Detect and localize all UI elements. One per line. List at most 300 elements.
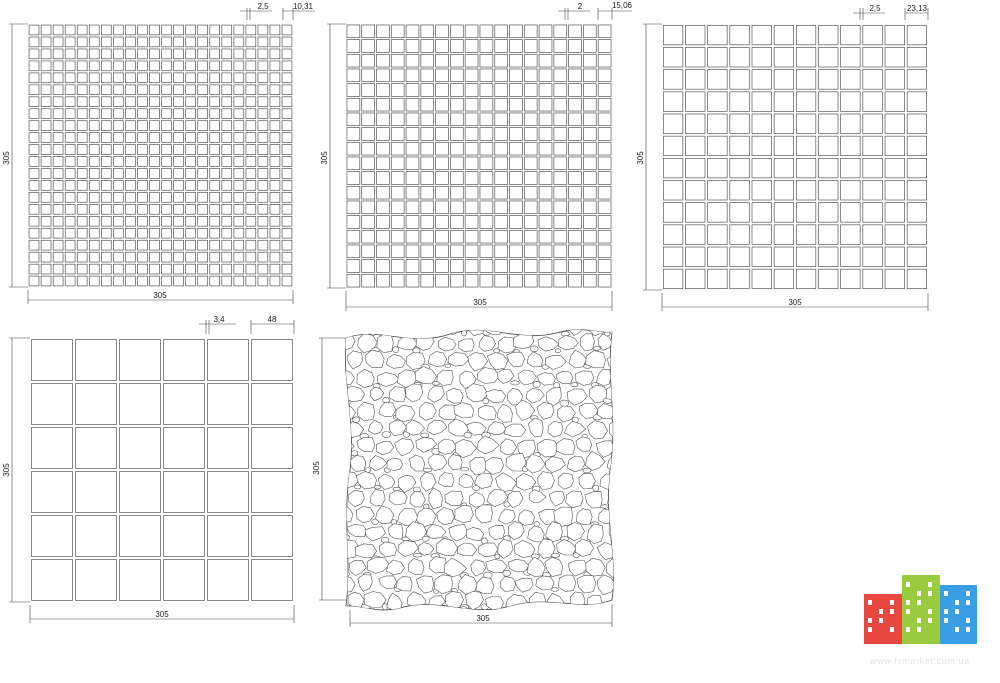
mosaic-tile — [450, 230, 463, 243]
mosaic-tile — [730, 269, 750, 289]
pebble-stone — [528, 526, 545, 542]
mosaic-tile — [583, 245, 596, 258]
mosaic-tile — [222, 169, 232, 179]
mosaic-tile — [774, 136, 794, 156]
mosaic-tile — [270, 61, 280, 71]
mosaic-tile — [89, 204, 99, 214]
mosaic-tile — [258, 109, 268, 119]
mosaic-tile — [210, 133, 220, 143]
mosaic-tile — [436, 201, 449, 214]
mosaic-tile — [234, 204, 244, 214]
mosaic-tile — [377, 274, 390, 287]
pebble-chip — [625, 433, 630, 438]
mosaic-tile — [125, 121, 135, 131]
width-dimension-4 — [30, 605, 294, 623]
pebble-stone — [575, 539, 593, 557]
pebble-stone — [549, 491, 565, 506]
mosaic-tile — [41, 157, 51, 167]
mosaic-tile — [907, 181, 927, 201]
mosaic-tile — [465, 84, 478, 97]
mosaic-tile — [539, 84, 552, 97]
mosaic-tile — [65, 157, 75, 167]
mosaic-tile — [796, 70, 816, 90]
mosaic-tile — [65, 121, 75, 131]
mosaic-tile — [234, 157, 244, 167]
mosaic-tile — [174, 180, 184, 190]
mosaic-tile — [347, 157, 360, 170]
mosaic-tile — [186, 276, 196, 286]
mosaic-tile — [663, 181, 683, 201]
pebble-stone — [576, 509, 592, 525]
pebble-stone — [487, 353, 508, 370]
mosaic-tile — [752, 225, 772, 245]
pebble-stone — [569, 318, 584, 336]
mosaic-tile — [796, 114, 816, 134]
mosaic-tile — [101, 61, 111, 71]
pebble-stone — [476, 505, 493, 523]
mosaic-tile — [41, 169, 51, 179]
mosaic-tile — [53, 252, 63, 262]
pebble-chip — [374, 485, 380, 489]
mosaic-tile — [598, 54, 611, 67]
mosaic-tile — [730, 158, 750, 178]
mosaic-tile — [76, 384, 117, 425]
mosaic-tile — [208, 516, 249, 557]
pebble-stone — [445, 491, 463, 506]
mosaic-tile — [29, 252, 39, 262]
mosaic-tile — [841, 158, 861, 178]
mosaic-tile — [436, 128, 449, 141]
mosaic-tile — [465, 186, 478, 199]
mosaic-tile — [450, 201, 463, 214]
mosaic-tile — [347, 142, 360, 155]
mosaic-panel-3 — [636, 4, 928, 311]
mosaic-tile — [569, 40, 582, 53]
mosaic-tile — [137, 169, 147, 179]
mosaic-panel-4 — [2, 315, 294, 623]
pebble-stone — [506, 595, 528, 611]
pebble-stone — [387, 593, 402, 611]
mosaic-tile — [569, 84, 582, 97]
pebble-stone — [436, 538, 457, 555]
mosaic-tile — [554, 245, 567, 258]
mosaic-tile — [480, 245, 493, 258]
mosaic-tile — [686, 136, 706, 156]
mosaic-tile — [663, 225, 683, 245]
mosaic-tile — [258, 264, 268, 274]
mosaic-tile — [125, 180, 135, 190]
mosaic-tile — [113, 157, 123, 167]
tile-size-dimension-3 — [905, 4, 928, 20]
pebble-stone — [557, 438, 576, 454]
watermark-text: www.fxmarket.com.ua — [870, 656, 970, 666]
height-label-4: 305 — [2, 463, 11, 477]
mosaic-tile — [210, 97, 220, 107]
mosaic-tile — [29, 204, 39, 214]
pebble-stone — [358, 402, 375, 421]
mosaic-tile — [436, 98, 449, 111]
pebble-stone — [609, 525, 629, 540]
pebble-stone — [476, 577, 494, 594]
pebble-chip — [533, 624, 538, 629]
mosaic-tile — [598, 186, 611, 199]
mosaic-tile — [174, 169, 184, 179]
mosaic-tile — [907, 48, 927, 68]
mosaic-tile — [162, 264, 172, 274]
mosaic-tile — [53, 109, 63, 119]
mosaic-tile — [583, 69, 596, 82]
mosaic-tile — [222, 157, 232, 167]
mosaic-tile — [246, 133, 256, 143]
mosaic-tile — [65, 180, 75, 190]
pebble-chip — [413, 553, 421, 557]
mosaic-tile — [137, 145, 147, 155]
height-label-3: 305 — [636, 151, 645, 165]
mosaic-tile — [539, 216, 552, 229]
pebble-stone — [337, 610, 354, 624]
logo-window — [868, 627, 872, 632]
mosaic-tile — [113, 61, 123, 71]
pebble-chip — [441, 329, 448, 335]
mosaic-tile — [137, 264, 147, 274]
mosaic-tile — [101, 49, 111, 59]
mosaic-tile — [539, 69, 552, 82]
mosaic-tile — [198, 73, 208, 83]
mosaic-tile — [524, 69, 537, 82]
tile-size-label-4: 48 — [267, 315, 277, 324]
mosaic-tile — [186, 73, 196, 83]
mosaic-tile — [730, 114, 750, 134]
mosaic-tile — [210, 180, 220, 190]
mosaic-tile — [29, 49, 39, 59]
mosaic-tile — [222, 37, 232, 47]
mosaic-tile — [347, 113, 360, 126]
mosaic-tile — [885, 269, 905, 289]
mosaic-tile — [774, 203, 794, 223]
pebble-stone — [379, 542, 397, 557]
pebble-stone — [386, 354, 405, 368]
mosaic-tile — [53, 204, 63, 214]
pebble-stone — [367, 317, 386, 336]
mosaic-tile — [796, 158, 816, 178]
mosaic-tile — [510, 142, 523, 155]
height-dimension-2 — [320, 24, 346, 288]
pebble-stone — [600, 474, 615, 489]
mosaic-tile — [362, 54, 375, 67]
mosaic-tile — [222, 61, 232, 71]
pebble-stone — [428, 352, 447, 367]
mosaic-tile — [495, 157, 508, 170]
mosaic-tile — [76, 516, 117, 557]
pebble-stone — [379, 402, 396, 416]
mosaic-tile — [583, 98, 596, 111]
pebble-stone — [428, 386, 445, 403]
mosaic-tile — [885, 48, 905, 68]
mosaic-tile — [222, 180, 232, 190]
mosaic-tile — [101, 204, 111, 214]
mosaic-tile — [53, 25, 63, 35]
mosaic-tile — [421, 245, 434, 258]
mosaic-tile — [730, 25, 750, 45]
mosaic-tile — [362, 84, 375, 97]
pebble-stone — [415, 609, 438, 625]
logo-window — [928, 609, 932, 614]
mosaic-tile — [554, 84, 567, 97]
mosaic-tile — [150, 25, 160, 35]
mosaic-tile — [246, 192, 256, 202]
mosaic-tile — [569, 69, 582, 82]
pebble-stone — [496, 473, 517, 492]
mosaic-tile — [53, 121, 63, 131]
mosaic-tile — [186, 216, 196, 226]
mosaic-tile — [150, 252, 160, 262]
mosaic-tile — [65, 264, 75, 274]
mosaic-tile — [32, 428, 73, 469]
mosaic-tile — [53, 228, 63, 238]
mosaic-tile — [819, 269, 839, 289]
mosaic-tile — [819, 203, 839, 223]
mosaic-tile — [539, 186, 552, 199]
mosaic-tile — [164, 428, 205, 469]
mosaic-tile — [752, 114, 772, 134]
mosaic-tile — [598, 260, 611, 273]
pebble-stone — [396, 576, 412, 591]
logo-window — [890, 627, 894, 632]
mosaic-tile — [234, 252, 244, 262]
mosaic-tile — [246, 216, 256, 226]
mosaic-tile — [524, 54, 537, 67]
mosaic-tile — [113, 109, 123, 119]
mosaic-tile — [186, 133, 196, 143]
mosaic-tile — [841, 25, 861, 45]
mosaic-tile — [222, 109, 232, 119]
mosaic-tile — [863, 225, 883, 245]
mosaic-tile — [863, 158, 883, 178]
mosaic-tile — [125, 133, 135, 143]
mosaic-tile — [29, 169, 39, 179]
mosaic-tile — [29, 25, 39, 35]
mosaic-tile — [819, 247, 839, 267]
mosaic-tile — [362, 230, 375, 243]
mosaic-tile — [436, 216, 449, 229]
mosaic-tile — [730, 70, 750, 90]
mosaic-tile — [708, 269, 728, 289]
mosaic-tile — [819, 25, 839, 45]
mosaic-tile — [125, 49, 135, 59]
mosaic-tile — [125, 192, 135, 202]
mosaic-tile — [885, 247, 905, 267]
mosaic-tile — [65, 109, 75, 119]
logo-window — [879, 609, 883, 614]
pebble-stone — [327, 557, 343, 575]
mosaic-tile — [125, 157, 135, 167]
mosaic-tile — [539, 113, 552, 126]
mosaic-tile — [174, 252, 184, 262]
mosaic-tile — [539, 172, 552, 185]
mosaic-tile — [77, 264, 87, 274]
mosaic-tile — [29, 97, 39, 107]
mosaic-tile — [164, 560, 205, 601]
mosaic-tile — [282, 204, 292, 214]
pebble-stone — [371, 490, 386, 507]
mosaic-tile — [752, 269, 772, 289]
mosaic-tile — [663, 92, 683, 112]
mosaic-tile — [77, 252, 87, 262]
mosaic-tile — [210, 145, 220, 155]
pebble-chip — [374, 624, 381, 630]
mosaic-tile — [234, 109, 244, 119]
mosaic-tile — [347, 260, 360, 273]
mosaic-tile — [113, 25, 123, 35]
mosaic-tile — [391, 40, 404, 53]
mosaic-tile — [125, 109, 135, 119]
mosaic-tile — [186, 192, 196, 202]
mosaic-tile — [41, 240, 51, 250]
mosaic-tile — [29, 192, 39, 202]
mosaic-tile — [406, 25, 419, 38]
pebble-stone — [427, 420, 447, 435]
logo-window — [955, 609, 959, 614]
mosaic-tile — [29, 61, 39, 71]
pebble-stone — [587, 595, 602, 611]
mosaic-tile — [465, 113, 478, 126]
mosaic-tile — [510, 245, 523, 258]
mosaic-tile — [708, 136, 728, 156]
pebble-stones — [326, 315, 632, 630]
pebble-stone — [570, 592, 585, 608]
mosaic-tile — [377, 186, 390, 199]
mosaic-tile — [391, 54, 404, 67]
pebble-stone — [567, 523, 584, 541]
pebble-chip — [410, 623, 417, 628]
mosaic-tile — [863, 114, 883, 134]
pebble-stone — [348, 318, 366, 334]
mosaic-tile — [863, 269, 883, 289]
mosaic-tile — [663, 158, 683, 178]
mosaic-tile — [101, 180, 111, 190]
mosaic-tile — [907, 70, 927, 90]
mosaic-tile — [465, 54, 478, 67]
mosaic-tile — [598, 172, 611, 185]
mosaic-tile — [150, 133, 160, 143]
mosaic-tile — [89, 216, 99, 226]
mosaic-tile — [270, 228, 280, 238]
mosaic-tile — [362, 172, 375, 185]
pebble-stone — [389, 387, 406, 402]
mosaic-tile — [436, 260, 449, 273]
mosaic-tile — [120, 560, 161, 601]
mosaic-tile — [162, 97, 172, 107]
mosaic-tile — [246, 109, 256, 119]
mosaic-tile — [421, 69, 434, 82]
pebble-stone — [607, 455, 625, 471]
mosaic-tile — [162, 192, 172, 202]
mosaic-tile — [377, 84, 390, 97]
mosaic-tile — [480, 128, 493, 141]
mosaic-tile — [663, 136, 683, 156]
mosaic-tile — [150, 204, 160, 214]
mosaic-tile — [53, 133, 63, 143]
mosaic-tile — [796, 225, 816, 245]
mosaic-tile — [686, 203, 706, 223]
pebble-stone — [518, 610, 537, 626]
mosaic-tile — [186, 157, 196, 167]
logo-window — [966, 600, 970, 605]
mosaic-tile — [77, 240, 87, 250]
mosaic-tile — [752, 70, 772, 90]
mosaic-tile — [53, 97, 63, 107]
pebble-stone — [466, 527, 484, 540]
mosaic-tile — [436, 245, 449, 258]
mosaic-tile — [101, 97, 111, 107]
tile-size-dimension-4 — [251, 315, 294, 334]
mosaic-tile — [480, 113, 493, 126]
mosaic-tile — [480, 69, 493, 82]
mosaic-tile — [406, 201, 419, 214]
mosaic-tile — [234, 121, 244, 131]
mosaic-tile — [113, 240, 123, 250]
mosaic-tile — [554, 40, 567, 53]
pebble-stone — [566, 491, 584, 508]
pebble-stone — [334, 577, 355, 592]
pebble-chip — [464, 432, 471, 438]
mosaic-tile — [198, 121, 208, 131]
mosaic-tile — [162, 121, 172, 131]
pebble-stone — [576, 437, 592, 452]
mosaic-tile — [258, 192, 268, 202]
pebble-stone — [546, 593, 564, 610]
mosaic-tile — [174, 37, 184, 47]
mosaic-tile — [730, 136, 750, 156]
mosaic-tile — [258, 240, 268, 250]
mosaic-tile — [162, 180, 172, 190]
mosaic-tile — [752, 158, 772, 178]
mosaic-tile — [101, 252, 111, 262]
logo-window — [917, 591, 921, 596]
mosaic-tile — [246, 49, 256, 59]
mosaic-tile — [41, 97, 51, 107]
mosaic-tile — [174, 133, 184, 143]
mosaic-tile — [150, 97, 160, 107]
pebble-stone — [459, 339, 475, 352]
mosaic-tile — [598, 274, 611, 287]
pebble-stone — [367, 558, 390, 574]
mosaic-tile — [510, 113, 523, 126]
mosaic-tile — [125, 169, 135, 179]
pebble-stone — [527, 352, 543, 367]
mosaic-tile — [101, 216, 111, 226]
pebble-stone — [588, 524, 604, 544]
mosaic-tile — [663, 25, 683, 45]
mosaic-tile — [41, 264, 51, 274]
mosaic-tile — [841, 247, 861, 267]
mosaic-tile — [65, 192, 75, 202]
mosaic-tile — [234, 264, 244, 274]
mosaic-tile — [53, 192, 63, 202]
logo-window — [966, 618, 970, 623]
mosaic-tile — [362, 260, 375, 273]
mosaic-tile — [885, 203, 905, 223]
pebble-stone — [437, 507, 455, 524]
mosaic-tile — [29, 228, 39, 238]
mosaic-tile — [234, 61, 244, 71]
mosaic-tile — [150, 37, 160, 47]
mosaic-tile — [421, 113, 434, 126]
tile-size-label-1: 10,31 — [292, 2, 314, 11]
mosaic-tile — [113, 264, 123, 274]
mosaic-tile — [421, 157, 434, 170]
mosaic-tile — [41, 109, 51, 119]
